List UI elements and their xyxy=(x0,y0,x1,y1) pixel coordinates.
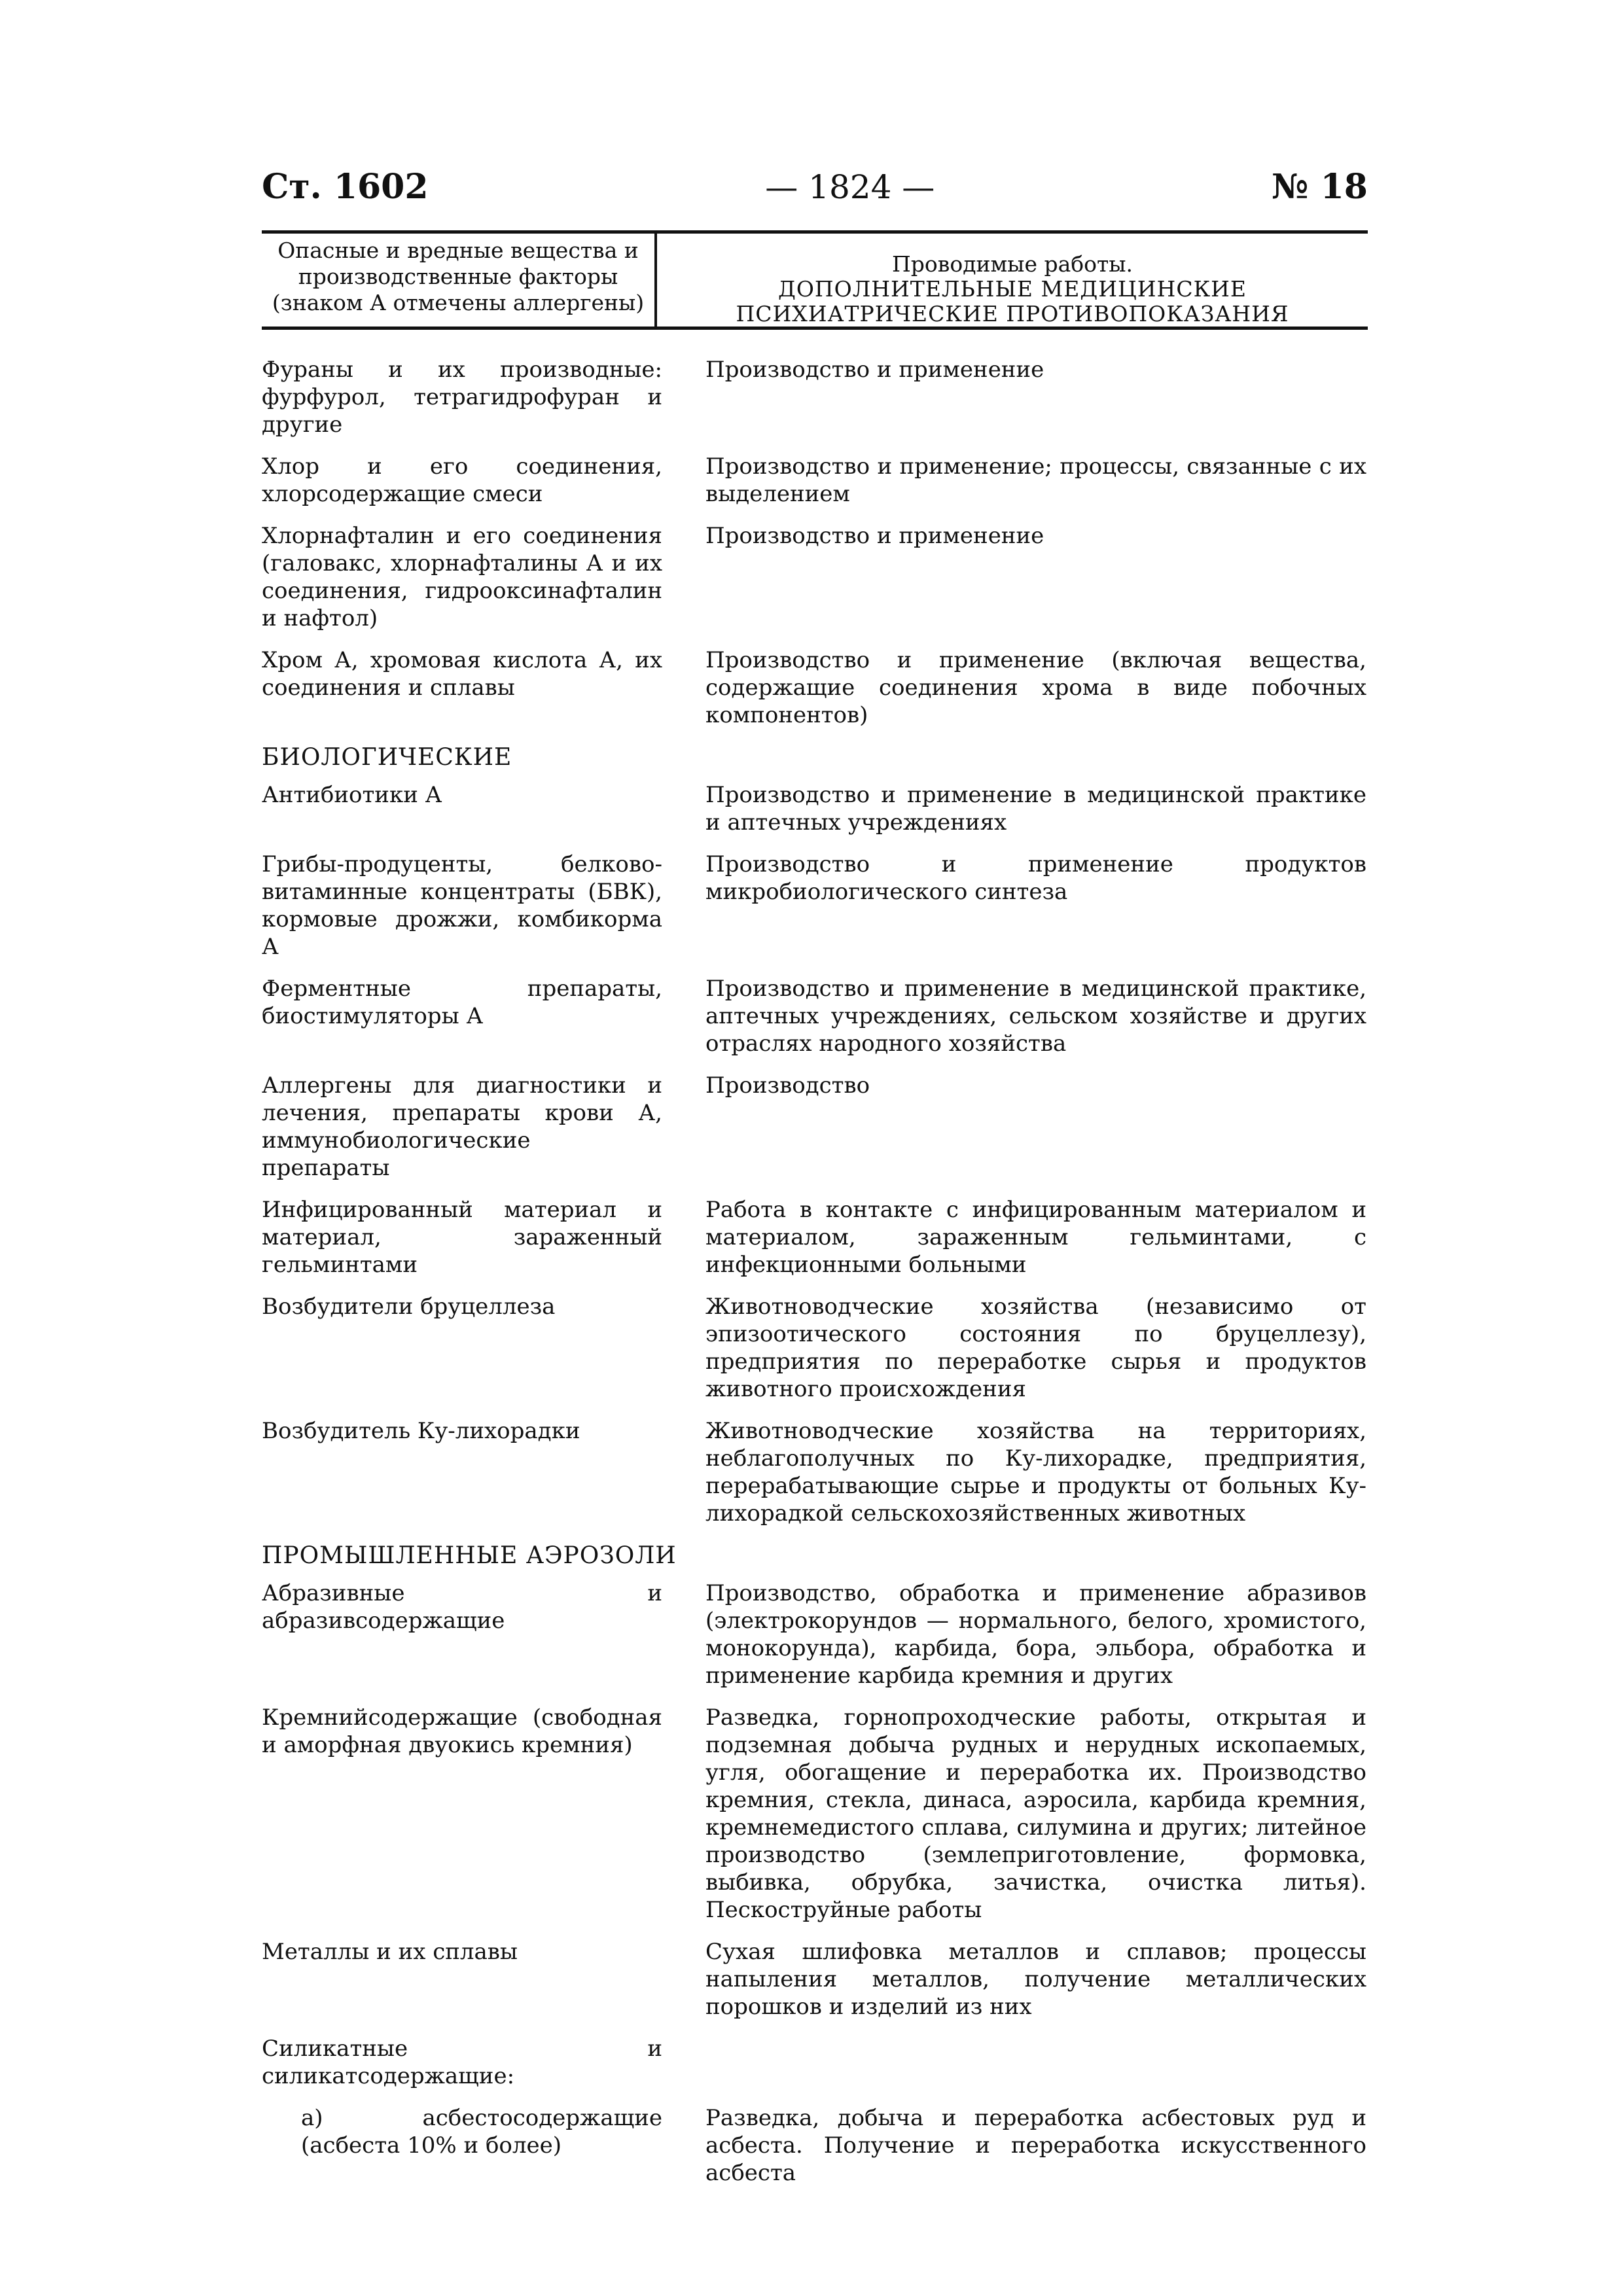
document-page xyxy=(262,167,1368,2201)
row-substance: Грибы-продуценты, белково-витаминные концентраты (БВК), кормовые дрожжи, комбикорма А xyxy=(262,851,662,960)
table-row xyxy=(262,646,1368,729)
table-row xyxy=(262,1196,1368,1279)
column-header-substances: Опасные и вредные вещества и производственные факторы (знаком А отмечены аллергены) xyxy=(262,234,657,327)
table-row xyxy=(262,1072,1368,1182)
row-works: Производство и применение в медицинской практике и аптечных учреждениях xyxy=(705,782,1366,836)
row-works: Производство и применение xyxy=(705,357,1044,383)
article-number: Ст. 1602 xyxy=(262,167,429,207)
row-substance: Металлы и их сплавы xyxy=(262,1939,518,1965)
row-substance: Возбудитель Ку-лихорадки xyxy=(262,1418,580,1444)
row-works: Разведка, горнопроходческие работы, открытая и подземная добыча рудных и нерудных ископаемых, угля, обогащение и переработка их. Производство кремния, стекла, динаса, аэросила, карбида кремния, кремнемедистого сплава, силумина и других; литейное производство (землеприготовление, формовка, выбивка, обрубка, зачистка, очистка литья). Пескоструйные работы xyxy=(705,1704,1366,1923)
section-heading-biological: БИОЛОГИЧЕСКИЕ xyxy=(262,744,512,771)
row-substance: Абразивные и абразивсодержащие xyxy=(262,1580,662,1634)
row-works: Производство и применение в медицинской практике, аптечных учреждениях, сельском хозяйстве и других отраслях народного хозяйства xyxy=(705,976,1366,1057)
row-works: Сухая шлифовка металлов и сплавов; процессы напыления металлов, получение металлических порошков и изделий из них xyxy=(705,1939,1366,2020)
issue-number: № 18 xyxy=(1272,167,1368,207)
row-works: Производство и применение (включая вещества, содержащие соединения хрома в виде побочных компонентов) xyxy=(705,647,1366,728)
row-substance: Хром А, хромовая кислота А, их соединения и сплавы xyxy=(262,647,662,701)
row-substance: Антибиотики А xyxy=(262,782,442,808)
table-row xyxy=(262,2104,1368,2187)
table-column-headers xyxy=(262,234,1368,330)
row-substance: Хлор и его соединения, хлорсодержащие смеси xyxy=(262,453,662,507)
row-works: Животноводческие хозяйства на территориях, неблагополучных по Ку-лихорадке, предприятия, перерабатывающие сырье и продукты от больных Ку-лихорадкой сельскохозяйственных животных xyxy=(705,1418,1366,1527)
table-row xyxy=(262,356,1368,438)
section-heading-aerosols: ПРОМЫШЛЕННЫЕ АЭРОЗОЛИ xyxy=(262,1542,677,1569)
row-works: Производство xyxy=(705,1072,870,1099)
row-substance: Инфицированный материал и материал, зараженный гельминтами xyxy=(262,1197,662,1278)
table-row xyxy=(262,1704,1368,1924)
table-row xyxy=(262,1580,1368,1689)
page-number: — 1824 — xyxy=(765,168,935,206)
table-row xyxy=(262,453,1368,508)
row-works xyxy=(705,2035,1366,2090)
row-substance: Хлорнафталин и его соединения (галовакс, хлорнафталины А и их соединения, гидрооксинафталин и нафтол) xyxy=(262,523,662,631)
column-header-works xyxy=(657,234,1368,327)
column-header-works-subtitle: ДОПОЛНИТЕЛЬНЫЕ МЕДИЦИНСКИЕ ПСИХИАТРИЧЕСКИЕ ПРОТИВОПОКАЗАНИЯ xyxy=(736,276,1289,327)
row-works: Животноводческие хозяйства (независимо от эпизоотического состояния по бруцеллезу), предприятия по переработке сырья и продуктов животного происхождения xyxy=(705,1294,1366,1402)
table-row xyxy=(262,1417,1368,1527)
table-row xyxy=(262,851,1368,961)
row-works: Производство, обработка и применение абразивов (электрокорундов — нормального, белого, хромистого, монокорунда), карбида, бора, эльбора, обработка и применение карбида кремния и других xyxy=(705,1580,1366,1689)
table-row xyxy=(262,2035,1368,2090)
row-works: Производство и применение продуктов микробиологического синтеза xyxy=(705,851,1366,905)
row-substance: а) асбестосодержащие (асбеста 10% и более) xyxy=(301,2105,662,2159)
row-substance: Возбудители бруцеллеза xyxy=(262,1294,556,1320)
table-row xyxy=(262,781,1368,836)
page-header xyxy=(262,167,1368,207)
row-substance: Силикатные и силикатсодержащие: xyxy=(262,2036,662,2089)
table-row xyxy=(262,1293,1368,1403)
table-row xyxy=(262,975,1368,1057)
row-works: Работа в контакте с инфицированным материалом и материалом, зараженным гельминтами, с инфекционными больными xyxy=(705,1197,1366,1278)
row-works: Разведка, добыча и переработка асбестовых руд и асбеста. Получение и переработка искусственного асбеста xyxy=(705,2105,1366,2186)
table-body xyxy=(262,356,1368,2187)
row-substance: Аллергены для диагностики и лечения, препараты крови А, иммунобиологические препараты xyxy=(262,1072,662,1181)
row-substance: Ферментные препараты, биостимуляторы А xyxy=(262,976,662,1029)
row-substance: Кремнийсодержащие (свободная и аморфная двуокись кремния) xyxy=(262,1704,662,1758)
row-substance: Фураны и их производные: фурфурол, тетрагидрофуран и другие xyxy=(262,357,662,438)
row-works: Производство и применение xyxy=(705,523,1044,549)
row-works: Производство и применение; процессы, связанные с их выделением xyxy=(705,453,1366,507)
table-row xyxy=(262,1938,1368,2021)
column-header-works-title: Проводимые работы. xyxy=(891,251,1133,277)
table-row xyxy=(262,522,1368,632)
